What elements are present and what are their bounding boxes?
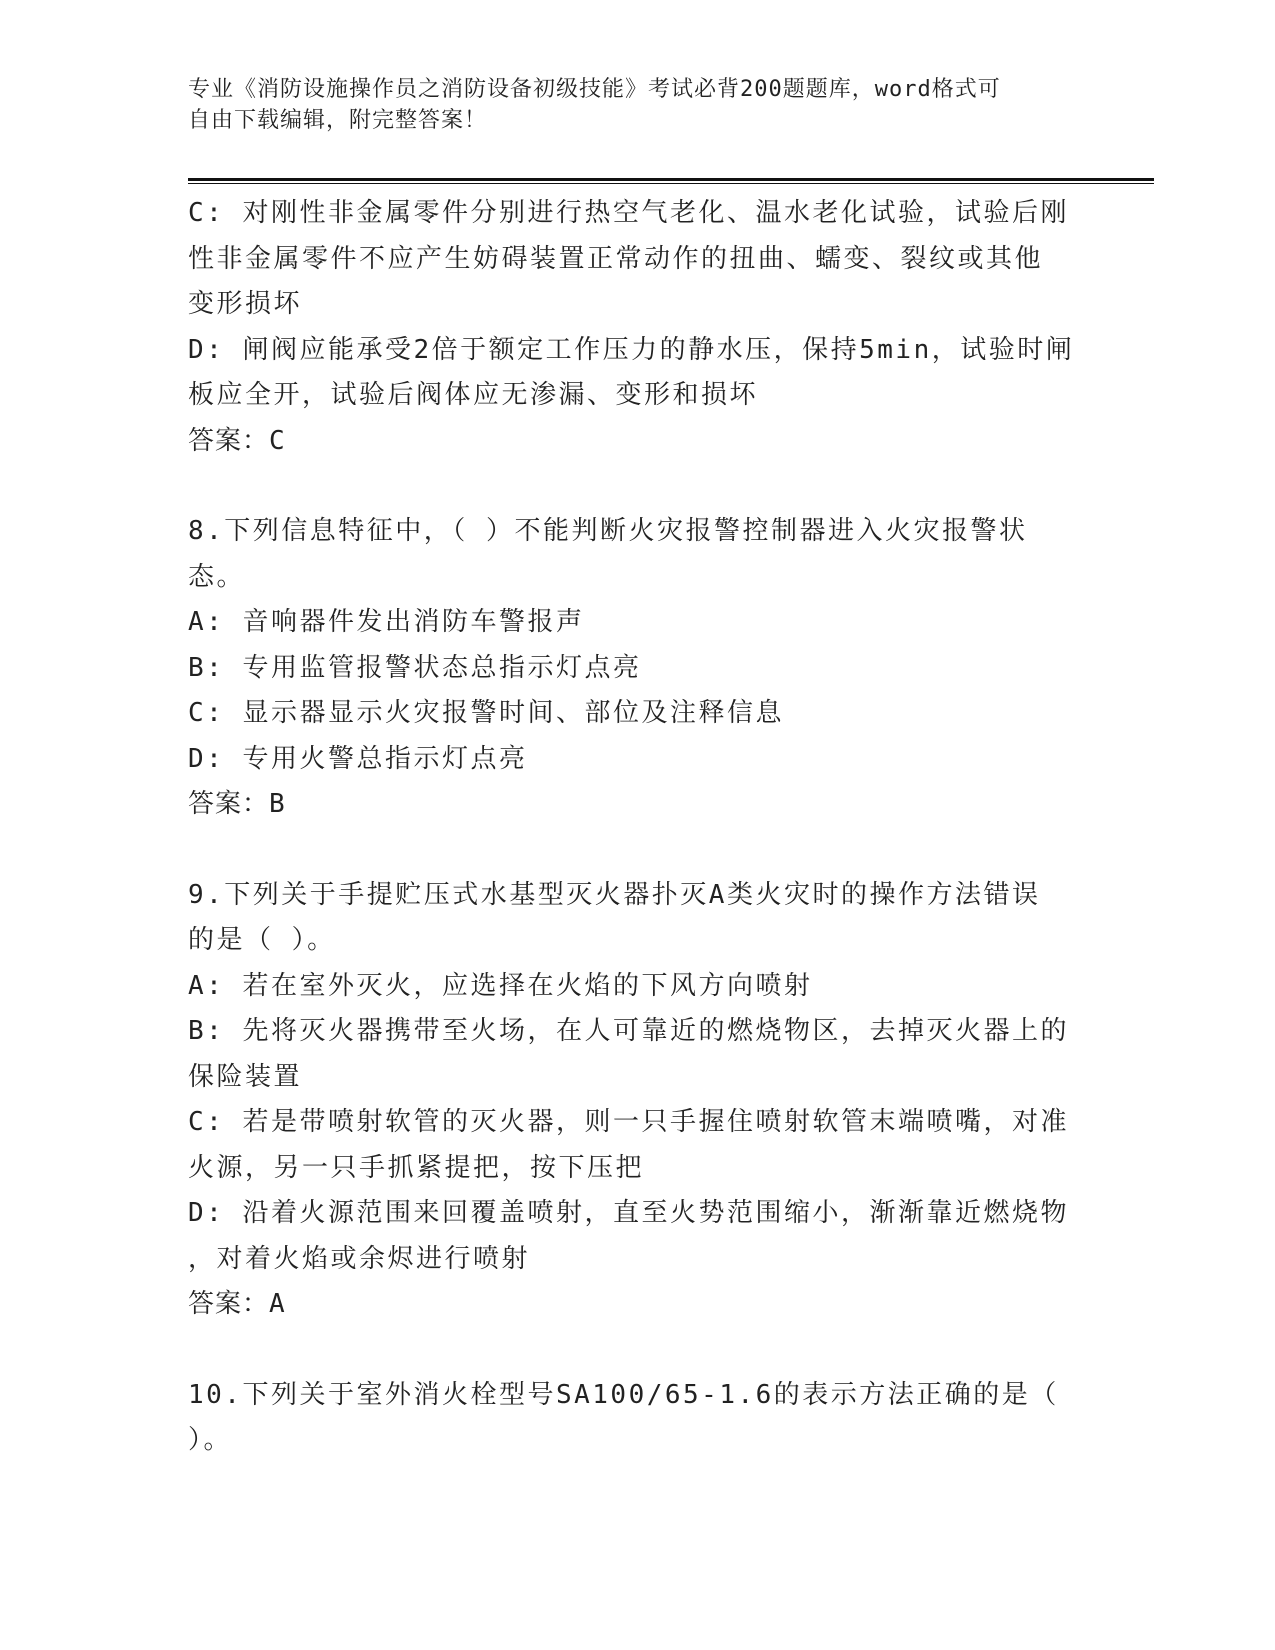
answer: 答案：B [188,789,286,819]
question-10-stem-line-2: ）。 [188,1425,233,1455]
option-d [188,328,1088,419]
question-10 [188,1373,1088,1464]
question-10-stem-line-1: 10.下列关于室外消火栓型号SA100/65-1.6的表示方法正确的是（ [188,1379,1059,1410]
option-c-line-3: 变形损坏 [188,289,303,319]
document-header [188,74,1088,136]
option-d: D: 专用火警总指示灯点亮 [188,743,528,774]
header-divider-thin [188,183,1154,184]
option-b: B: 专用监管报警状态总指示灯点亮 [188,652,642,683]
question-8-stem-line-2: 态。 [188,561,246,592]
answer: 答案：C [188,425,286,456]
option-d-line-2: 板应全开，试验后阀体应无渗漏、变形和损坏 [188,380,759,410]
option-c-line-2: 火源，另一只手抓紧提把，按下压把 [188,1152,645,1183]
question-9-stem-line-2: 的是（ ）。 [188,925,336,955]
option-d-line-1: D: 沿着火源范围来回覆盖喷射，直至火势范围缩小，渐渐靠近燃烧物 [188,1198,1069,1228]
option-c [188,191,1088,328]
option-c: C: 显示器显示火灾报警时间、部位及注释信息 [188,698,784,728]
option-b-line-2: 保险装置 [188,1061,303,1092]
option-c-line-2: 性非金属零件不应产生妨碍装置正常动作的扭曲、蠕变、裂纹或其他 [188,243,1044,274]
option-d-line-1: D: 闸阀应能承受2倍于额定工作压力的静水压，保持5min，试验时闸 [188,334,1075,365]
answer: 答案：A [188,1289,286,1319]
spacer [188,1328,1088,1373]
question-8 [188,509,1088,828]
question-9 [188,873,1088,1328]
previous-question [188,191,1088,464]
spacer [188,828,1088,873]
header-divider-thick [188,178,1154,181]
header-line-1: 专业《消防设施操作员之消防设备初级技能》考试必背200题题库，word格式可 [188,77,1001,102]
option-b-line-1: B: 先将灭火器携带至火场，在人可靠近的燃烧物区，去掉灭火器上的 [188,1016,1069,1046]
header-line-2: 自由下载编辑，附完整答案！ [188,108,488,133]
question-9-stem-line-1: 9.下列关于手提贮压式水基型灭火器扑灭A类火灾时的操作方法错误 [188,879,1041,910]
option-d-line-2: ，对着火焰或余烬进行喷射 [188,1243,531,1274]
option-a: A: 音响器件发出消防车警报声 [188,607,585,637]
option-a: A: 若在室外灭火，应选择在火焰的下风方向喷射 [188,970,813,1001]
option-c-line-1: C: 若是带喷射软管的灭火器，则一只手握住喷射软管末端喷嘴，对准 [188,1107,1069,1137]
spacer [188,464,1088,509]
question-content [188,191,1088,1464]
question-8-stem-line-1: 8.下列信息特征中，（ ）不能判断火灾报警控制器进入火灾报警状 [188,516,1028,546]
option-c-line-1: C: 对刚性非金属零件分别进行热空气老化、温水老化试验，试验后刚 [188,198,1069,228]
